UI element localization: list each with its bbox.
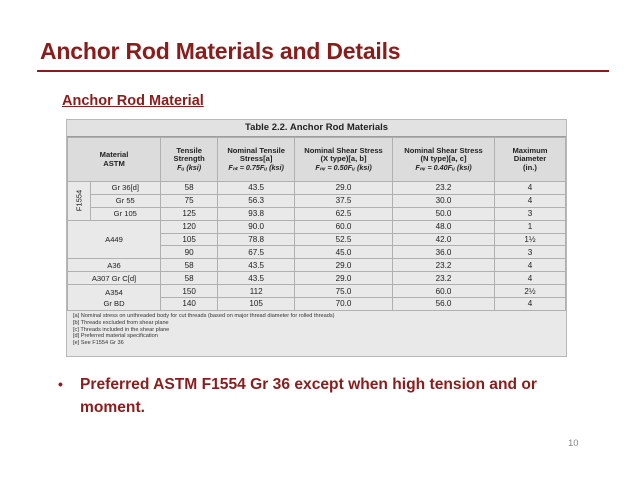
cell-fnv-n: 42.0 xyxy=(393,233,495,246)
cell-fnt: 90.0 xyxy=(218,220,295,233)
header-nt-line2: Stress[a] xyxy=(239,154,273,164)
cell-material: Gr 36[d] xyxy=(90,182,160,195)
table-footnotes xyxy=(67,311,566,347)
cell-fu: 75 xyxy=(161,194,218,207)
header-sx-line2: (X type)[a, b] xyxy=(320,154,367,164)
bullet-text-line2: moment. xyxy=(80,399,145,416)
header-sn-line2: (N type)[a, c] xyxy=(420,154,467,164)
header-sn-line1: Nominal Shear Stress xyxy=(404,145,483,155)
cell-fnv-n: 23.2 xyxy=(393,259,495,272)
header-md-line1: Maximum xyxy=(512,145,548,155)
table-row xyxy=(68,207,566,220)
cell-dia: 4 xyxy=(494,182,565,195)
cell-fnt: 67.5 xyxy=(218,246,295,259)
cell-fnt: 43.5 xyxy=(218,272,295,285)
header-tensile-line1: Tensile xyxy=(176,145,202,155)
header-material xyxy=(68,138,161,182)
cell-fnv-x: 75.0 xyxy=(295,285,393,298)
header-sx-line1: Nominal Shear Stress xyxy=(304,145,383,155)
table-row xyxy=(68,285,566,298)
cell-fnt: 43.5 xyxy=(218,182,295,195)
footnote: [c] Threads included in the shear plane xyxy=(73,326,170,333)
cell-dia: 1 xyxy=(494,220,565,233)
header-nt-line1: Nominal Tensile xyxy=(227,145,285,155)
bullet-icon: • xyxy=(58,376,63,392)
slide-title: Anchor Rod Materials and Details xyxy=(40,38,401,64)
header-nominal-tensile xyxy=(218,138,295,182)
group-a354 xyxy=(68,285,161,311)
cell-fnv-x: 45.0 xyxy=(295,246,393,259)
header-tensile-line3: Fᵤ (ksi) xyxy=(177,162,202,172)
cell-fnv-x: 29.0 xyxy=(295,259,393,272)
cell-dia: 2½ xyxy=(494,285,565,298)
header-shear-n xyxy=(393,138,495,182)
group-a354-line1: A354 xyxy=(105,287,123,297)
cell-fnv-n: 36.0 xyxy=(393,246,495,259)
footnote: [d] Preferred material specification xyxy=(73,333,158,340)
cell-fu: 58 xyxy=(161,259,218,272)
group-f1554 xyxy=(68,182,91,221)
slide-subtitle: Anchor Rod Material xyxy=(62,93,204,109)
header-md-line2: Diameter xyxy=(513,154,547,164)
cell-dia: 4 xyxy=(494,259,565,272)
cell-fnv-x: 29.0 xyxy=(295,272,393,285)
cell-fu: 140 xyxy=(161,298,218,311)
footnote: [e] See F1554 Gr 36 xyxy=(73,340,124,347)
group-a449: A449 xyxy=(68,220,161,259)
table-row xyxy=(68,259,566,272)
cell-dia: 3 xyxy=(494,246,565,259)
cell-dia: 4 xyxy=(494,194,565,207)
cell-material: Gr 105 xyxy=(90,207,160,220)
cell-fnv-n: 23.2 xyxy=(393,182,495,195)
cell-fu: 58 xyxy=(161,182,218,195)
cell-fnt: 78.8 xyxy=(218,233,295,246)
cell-fnv-x: 52.5 xyxy=(295,233,393,246)
table-row xyxy=(68,182,566,195)
header-tensile-line2: Strength xyxy=(173,154,205,164)
cell-fu: 90 xyxy=(161,246,218,259)
cell-fnt: 93.8 xyxy=(218,207,295,220)
header-shear-x xyxy=(295,138,393,182)
table-header-row xyxy=(68,138,566,182)
header-material-line1: Material xyxy=(99,149,129,159)
cell-fu: 58 xyxy=(161,272,218,285)
anchor-rod-table xyxy=(66,119,567,357)
cell-fnv-x: 60.0 xyxy=(295,220,393,233)
header-nt-line3: Fₙₜ = 0.75Fᵤ (ksi) xyxy=(228,162,284,172)
title-underline xyxy=(37,70,609,72)
cell-fnv-n: 48.0 xyxy=(393,220,495,233)
group-a354-line2: Gr BD xyxy=(103,298,125,308)
cell-fnv-x: 37.5 xyxy=(295,194,393,207)
cell-fu: 150 xyxy=(161,285,218,298)
cell-fnv-n: 50.0 xyxy=(393,207,495,220)
cell-fu: 125 xyxy=(161,207,218,220)
cell-dia: 3 xyxy=(494,207,565,220)
table-row xyxy=(68,220,566,233)
cell-fnt: 43.5 xyxy=(218,259,295,272)
bullet-text xyxy=(80,373,598,419)
bullet-text-line1: Preferred ASTM F1554 Gr 36 except when high tension and or xyxy=(80,376,537,393)
group-f1554-label: F1554 xyxy=(74,190,84,212)
table-row xyxy=(68,272,566,285)
cell-fnt: 112 xyxy=(218,285,295,298)
cell-dia: 1½ xyxy=(494,233,565,246)
header-sx-line3: Fₙᵥ = 0.50Fᵤ (ksi) xyxy=(315,162,372,172)
materials-table xyxy=(67,137,566,311)
footnote: [a] Nominal stress on unthreaded body for cut threads (based on major thread diameter for rolled threads) xyxy=(73,312,335,319)
cell-fnt: 105 xyxy=(218,298,295,311)
header-sn-line3: Fₙᵥ = 0.40Fᵤ (ksi) xyxy=(415,162,472,172)
header-md-line3: (in.) xyxy=(523,162,537,172)
cell-fnt: 56.3 xyxy=(218,194,295,207)
cell-fnv-n: 60.0 xyxy=(393,285,495,298)
page-number: 10 xyxy=(568,438,579,449)
header-tensile xyxy=(161,138,218,182)
table-row xyxy=(68,194,566,207)
cell-dia: 4 xyxy=(494,298,565,311)
cell-fu: 120 xyxy=(161,220,218,233)
cell-fnv-x: 62.5 xyxy=(295,207,393,220)
cell-material: A36 xyxy=(68,259,161,272)
footnote: [b] Threads excluded from shear plane xyxy=(73,319,169,326)
cell-fnv-x: 29.0 xyxy=(295,182,393,195)
bullet-point xyxy=(58,373,598,419)
cell-fnv-x: 70.0 xyxy=(295,298,393,311)
table-caption: Table 2.2. Anchor Rod Materials xyxy=(67,120,566,137)
cell-fnv-n: 23.2 xyxy=(393,272,495,285)
cell-fnv-n: 56.0 xyxy=(393,298,495,311)
cell-fu: 105 xyxy=(161,233,218,246)
cell-fnv-n: 30.0 xyxy=(393,194,495,207)
header-max-diameter xyxy=(494,138,565,182)
cell-dia: 4 xyxy=(494,272,565,285)
cell-material: A307 Gr C[d] xyxy=(68,272,161,285)
header-material-line2: ASTM xyxy=(103,158,125,168)
cell-material: Gr 55 xyxy=(90,194,160,207)
